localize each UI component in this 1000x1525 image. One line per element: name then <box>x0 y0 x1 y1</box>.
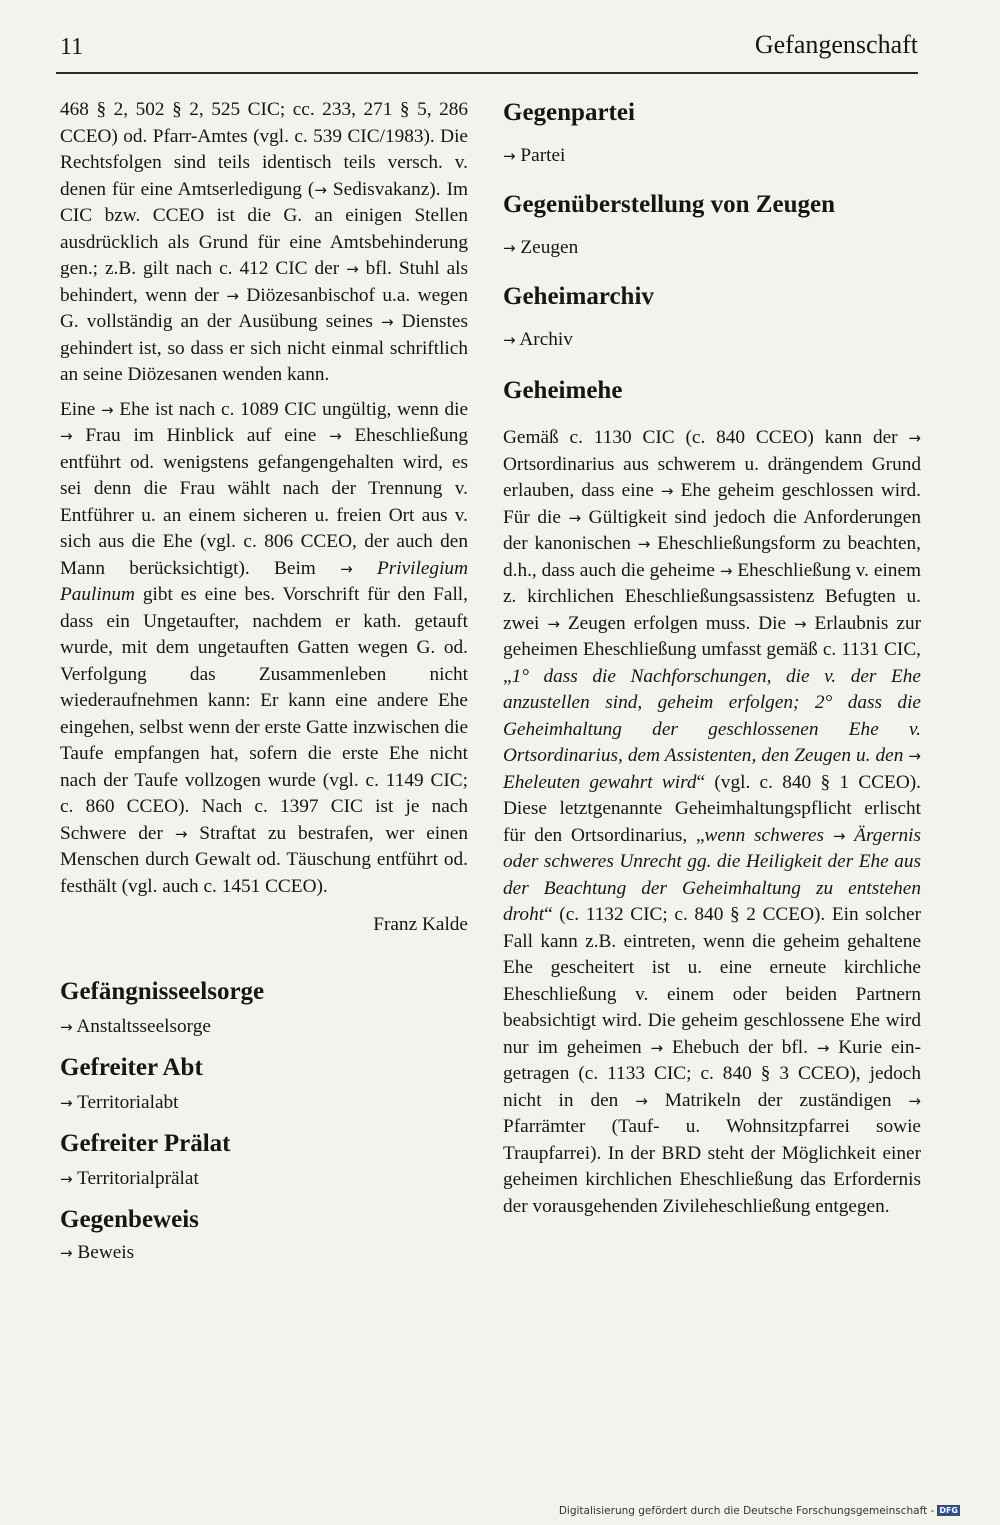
arrow-right-icon: → <box>60 1170 73 1188</box>
cross-reference-target: Partei <box>520 145 566 166</box>
entry-title: Gegenpartei <box>503 99 635 126</box>
entry-gefreiter-praelat <box>60 1128 468 1192</box>
arrow-right-icon: → <box>908 747 921 765</box>
cross-reference[interactable] <box>503 235 921 261</box>
cross-reference[interactable] <box>503 327 921 353</box>
arrow-right-icon: → <box>660 482 674 500</box>
arrow-right-icon: → <box>503 147 516 165</box>
arrow-right-icon: → <box>908 1091 921 1110</box>
arrow-right-icon: → <box>60 1018 73 1036</box>
arrow-right-icon: → <box>314 180 327 199</box>
arrow-right-icon: → <box>568 508 582 527</box>
entry-gefaengnisseelsorge <box>60 976 468 1040</box>
dfg-logo-icon: DFG <box>939 1506 958 1515</box>
entry-title: Geheimehe <box>503 377 623 404</box>
arrow-right-icon: → <box>60 427 73 445</box>
cross-reference[interactable] <box>60 1166 468 1192</box>
arrow-right-icon: → <box>174 824 188 843</box>
arrow-right-icon: → <box>908 429 921 447</box>
header-rule <box>56 72 918 74</box>
arrow-right-icon: → <box>637 535 651 553</box>
entry-title: Gegenüberstellung von Zeugen <box>503 191 835 218</box>
credit-text: Digitalisierung gefördert durch die Deutsche Forschungsgemeinschaft - <box>558 1505 935 1517</box>
entry-geheimarchiv <box>503 281 921 353</box>
entry-title: Gefreiter Abt <box>60 1054 203 1081</box>
author-signature: Franz Kalde <box>373 914 468 935</box>
arrow-right-icon: → <box>650 1038 664 1057</box>
arrow-right-icon: → <box>503 239 516 257</box>
entry-title: Gefreiter Prälat <box>60 1130 231 1157</box>
arrow-right-icon: → <box>547 614 560 633</box>
arrow-right-icon: → <box>832 826 846 845</box>
cross-reference[interactable] <box>60 1014 468 1040</box>
entry-gegenbeweis <box>60 1204 468 1266</box>
arrow-right-icon: → <box>60 1244 73 1262</box>
arrow-right-icon: → <box>380 313 394 331</box>
arrow-right-icon: → <box>226 286 239 305</box>
cross-reference-target: Territorialprälat <box>77 1168 199 1189</box>
arrow-right-icon: → <box>503 331 516 349</box>
arrow-right-icon: → <box>101 400 114 419</box>
entry-geheimehe <box>503 375 921 1220</box>
arrow-right-icon: → <box>635 1091 648 1110</box>
arrow-right-icon: → <box>719 561 733 580</box>
arrow-right-icon: → <box>794 614 807 633</box>
arrow-right-icon: → <box>816 1038 830 1057</box>
cross-reference-target: Territorialabt <box>77 1092 179 1113</box>
cross-reference-target: Anstaltsseelsorge <box>76 1016 211 1037</box>
left-column <box>60 97 468 1266</box>
paragraph-amtsbehinderung: 468 § 2, 502 § 2, 525 CIC; cc. 233, 271 § 5, 286 CCEO) od. Pfarr-Amtes (vgl. c. 539 CIC/1983). Die Rechtsfolgen sind teils identisch teils versch. v. denen für eine Amtserledigung (→ Sedisvakanz). Im CIC bzw. CCEO ist die G. an einigen Stellen ausdrücklich als Grund für eine Amtsbehinderung gen.; z.B. gilt nach c. 412 CIC der → bfl. Stuhl als behindert, wenn der → Diözesanbischof u.a. wegen G. vollständig an der Ausübung seines → Dienstes gehindert ist, so dass er sich nicht einmal schriftlich an seine Diözesanen wenden kann. <box>60 99 468 385</box>
right-column <box>503 97 921 1220</box>
entry-gegenpartei <box>503 97 921 169</box>
paragraph-geheimehe: Gemäß c. 1130 CIC (c. 840 CCEO) kann der → Ortsordinarius aus schwerem u. drängendem Grund erlauben, dass eine → Ehe geheim geschlossen wird. Für die → Gültigkeit sind jedoch die Anforderungen der kanonischen → Eheschließungsform zu beachten, d.h., dass auch die geheime → Eheschließung v. einem z. kirchlichen Eheschließungsassistenz Befugten u. zwei → Zeugen erfolgen muss. Die → Erlaubnis zur geheimen Eheschließung umfasst gemäß c. 1131 CIC, „1° dass die Nachforschungen, die v. der Ehe anzustellen sind, geheim erfolgen; 2° dass die Geheimhaltung der geschlossenen Ehe v. Ortsordinarius, dem Assistenten, den Zeugen u. den → Eheleuten gewahrt wird“ (vgl. c. 840 § 1 CCEO). Diese letztgenannte Geheimhaltungspflicht erlischt für den Ortsordinarius, „wenn schweres → Ärgernis oder schweres Unrecht gg. die Heiligkeit der Ehe aus der Beachtung der Geheimhaltung zu entstehen droht“ (c. 1132 CIC; c. 840 § 2 CCEO). Ein solcher Fall kann z.B. eintreten, wenn die geheim gehaltene Ehe gescheitert ist u. eine erneute kirchliche Eheschließung v. einem oder beiden Partnern beabsichtigt wird. Die geheim geschlossene Ehe wird nur im geheimen → Ehebuch der bfl. → Kurie eingetragen (c. 1133 CIC; c. 840 § 3 CCEO), jedoch nicht in den → Matrikeln der zuständigen → Pfarrämter (Tauf- u. Wohnsitzpfarrei sowie Traupfarrei). In der BRD steht der Möglichkeit einer geheimen kirchlichen Eheschließung das Erfordernis der vorausgehenden Zivileheschließung entgegen. <box>503 427 922 1217</box>
entry-gegenueberstellung-von-zeugen <box>503 189 921 261</box>
entry-title: Gefängnisseelsorge <box>60 978 265 1005</box>
arrow-right-icon: → <box>346 260 359 278</box>
paragraph-ehe-entfuehrung: Eine → Ehe ist nach c. 1089 CIC ungültig, wenn die → Frau im Hinblick auf eine → Eheschließung entführt od. wenigstens gefangengehalten wird, es sei denn die Frau wählt nach der Trennung v. Entführer u. an einem sicheren u. freien Ort aus v. sich aus die Ehe (vgl. c. 806 CCEO, der auch den Mann berücksichtigt). Beim → Privilegium Paulinum gibt es eine bes. Vorschrift für den Fall, dass ein Ungetaufter, nachdem er kath. getauft wurde, mit dem ungetauften Gatten wegen G. od. Verfolgung das Zusammenleben nicht wiederaufnehmen kann: Er kann eine andere Ehe eingehen, selbst wenn der erste Gatte inzwischen die Taufe empfangen hat, sofern die erste Ehe nicht nach der Taufe vollzogen wurde (vgl. c. 1149 CIC; c. 860 CCEO). Nach c. 1397 CIC ist je nach Schwere der → Straftat zu bestrafen, wer einen Menschen durch Gewalt od. Täuschung entführt od. festhält (vgl. auch c. 1451 CCEO). <box>60 398 468 897</box>
running-head: Gefangenschaft <box>754 30 918 59</box>
page-header <box>60 30 918 72</box>
arrow-right-icon: → <box>340 559 353 578</box>
cross-reference-target: Zeugen <box>520 237 579 258</box>
cross-reference-target: Beweis <box>77 1242 135 1263</box>
entry-gefreiter-abt <box>60 1052 468 1116</box>
cross-reference[interactable] <box>503 143 921 169</box>
entry-title: Gegenbeweis <box>60 1206 199 1233</box>
digitization-credit <box>559 1505 960 1517</box>
cross-reference-target: Archiv <box>519 329 573 350</box>
entry-title: Geheimarchiv <box>503 283 654 310</box>
arrow-right-icon: → <box>329 427 342 445</box>
cross-reference[interactable] <box>60 1090 468 1116</box>
page-number: 11 <box>60 34 84 60</box>
cross-reference[interactable] <box>60 1240 468 1266</box>
arrow-right-icon: → <box>60 1094 73 1112</box>
